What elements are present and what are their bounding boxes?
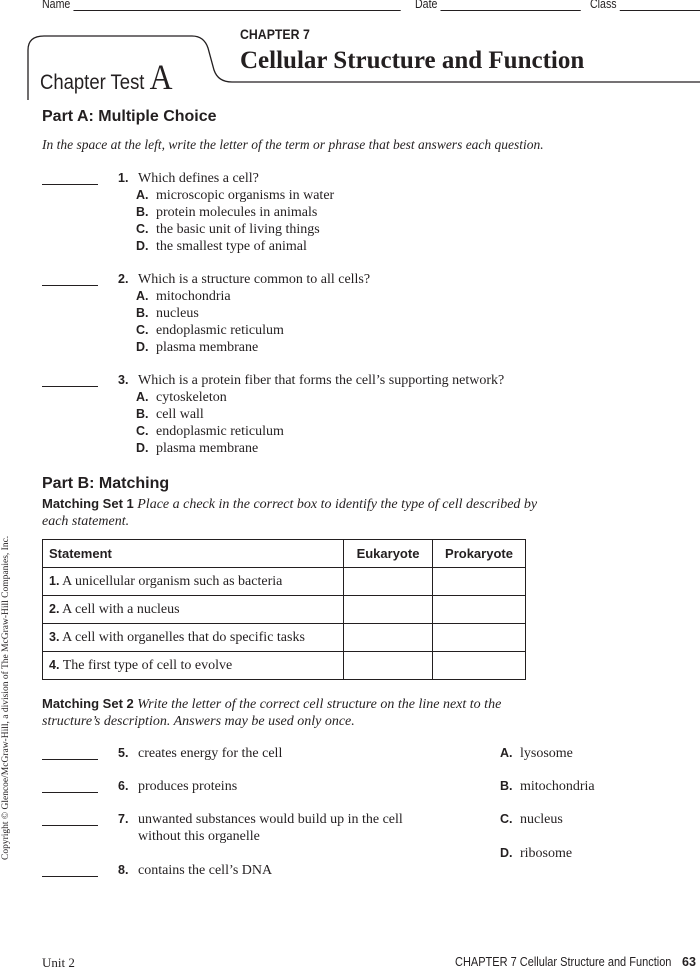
class-label: Class xyxy=(590,0,617,11)
eukaryote-checkbox[interactable] xyxy=(344,624,433,652)
statement-cell: 1. A unicellular organism such as bacteria xyxy=(43,568,344,596)
option: C. endoplasmic reticulum xyxy=(136,424,284,439)
prokaryote-checkbox[interactable] xyxy=(433,568,526,596)
name-label: Name xyxy=(42,0,71,11)
option: C. the basic unit of living things xyxy=(136,222,320,237)
answer-choice: B. mitochondria xyxy=(500,779,595,794)
prokaryote-checkbox[interactable] xyxy=(433,624,526,652)
eukaryote-checkbox[interactable] xyxy=(344,568,433,596)
option: B. nucleus xyxy=(136,306,199,321)
option: A. cytoskeleton xyxy=(136,390,227,405)
table-row xyxy=(43,652,526,680)
matching-table xyxy=(42,539,526,680)
eukaryote-checkbox[interactable] xyxy=(344,596,433,624)
question-3: 3. Which is a protein fiber that forms the cell’s supporting network? A. cytoskeleton B. cell wall C. endoplasmic reticulum D. plasma membrane xyxy=(118,373,505,456)
part-a-instructions: In the space at the left, write the letter of the term or phrase that best answers each question. xyxy=(42,137,544,152)
option: B. cell wall xyxy=(136,407,204,422)
answer-choice: D. ribosome xyxy=(500,846,573,861)
prokaryote-checkbox[interactable] xyxy=(433,652,526,680)
option: D. plasma membrane xyxy=(136,340,259,355)
table-row xyxy=(43,624,526,652)
table-row xyxy=(43,596,526,624)
option: C. endoplasmic reticulum xyxy=(136,323,284,338)
test-label: Chapter Test A xyxy=(40,57,173,97)
footer-unit: Unit 2 xyxy=(42,955,75,970)
answer-choice: C. nucleus xyxy=(500,812,563,827)
answer-choice: A. lysosome xyxy=(500,746,573,761)
answer-blank[interactable] xyxy=(42,184,98,185)
question-1: 1. Which defines a cell? A. microscopic organisms in water B. protein molecules in animals C. the basic unit of living things D. the smallest type of animal xyxy=(118,171,335,254)
page-number: 63 xyxy=(682,955,696,969)
matching-item: 8. contains the cell’s DNA xyxy=(118,863,273,878)
matching-item: 5. creates energy for the cell xyxy=(118,746,283,761)
statement-cell: 4. The first type of cell to evolve xyxy=(43,652,344,680)
matching-item: 7. unwanted substances would build up in the cell without this organelle xyxy=(118,812,403,844)
page-title: Cellular Structure and Function xyxy=(240,47,585,74)
option: A. microscopic organisms in water xyxy=(136,188,335,203)
matching-item: 6. produces proteins xyxy=(118,779,238,794)
eukaryote-checkbox[interactable] xyxy=(344,652,433,680)
answer-blank[interactable] xyxy=(42,386,98,387)
question-2: 2. Which is a structure common to all cells? A. mitochondria B. nucleus C. endoplasmic reticulum D. plasma membrane xyxy=(118,272,371,355)
prokaryote-checkbox[interactable] xyxy=(433,596,526,624)
set2-instructions: Matching Set 2 Write the letter of the correct cell structure on the line next to the structure’s description. Answers may be used only once. xyxy=(42,696,502,729)
footer-chapter: CHAPTER 7 Cellular Structure and Function xyxy=(455,955,672,969)
set1-instructions: Matching Set 1 Place a check in the correct box to identify the type of cell described by each statement. xyxy=(42,496,538,529)
table-row xyxy=(43,568,526,596)
part-b-heading: Part B: Matching xyxy=(42,475,170,492)
answer-blank[interactable] xyxy=(42,285,98,286)
header-prokaryote: Prokaryote xyxy=(433,540,526,568)
copyright: Copyright © Glencoe/McGraw-Hill, a division of The McGraw-Hill Companies, Inc. xyxy=(1,535,11,860)
date-label: Date xyxy=(415,0,438,11)
option: D. the smallest type of animal xyxy=(136,239,307,254)
chapter-label: CHAPTER 7 xyxy=(240,26,310,42)
answer-blank[interactable] xyxy=(42,876,98,877)
test-letter: A xyxy=(149,57,173,97)
answer-blank[interactable] xyxy=(42,759,98,760)
header-eukaryote: Eukaryote xyxy=(344,540,433,568)
option: D. plasma membrane xyxy=(136,441,259,456)
answer-blank[interactable] xyxy=(42,825,98,826)
header-statement: Statement xyxy=(43,540,344,568)
option: B. protein molecules in animals xyxy=(136,205,318,220)
option: A. mitochondria xyxy=(136,289,231,304)
statement-cell: 2. A cell with a nucleus xyxy=(43,596,344,624)
statement-cell: 3. A cell with organelles that do specific tasks xyxy=(43,624,344,652)
answer-blank[interactable] xyxy=(42,792,98,793)
part-a-heading: Part A: Multiple Choice xyxy=(42,108,217,125)
